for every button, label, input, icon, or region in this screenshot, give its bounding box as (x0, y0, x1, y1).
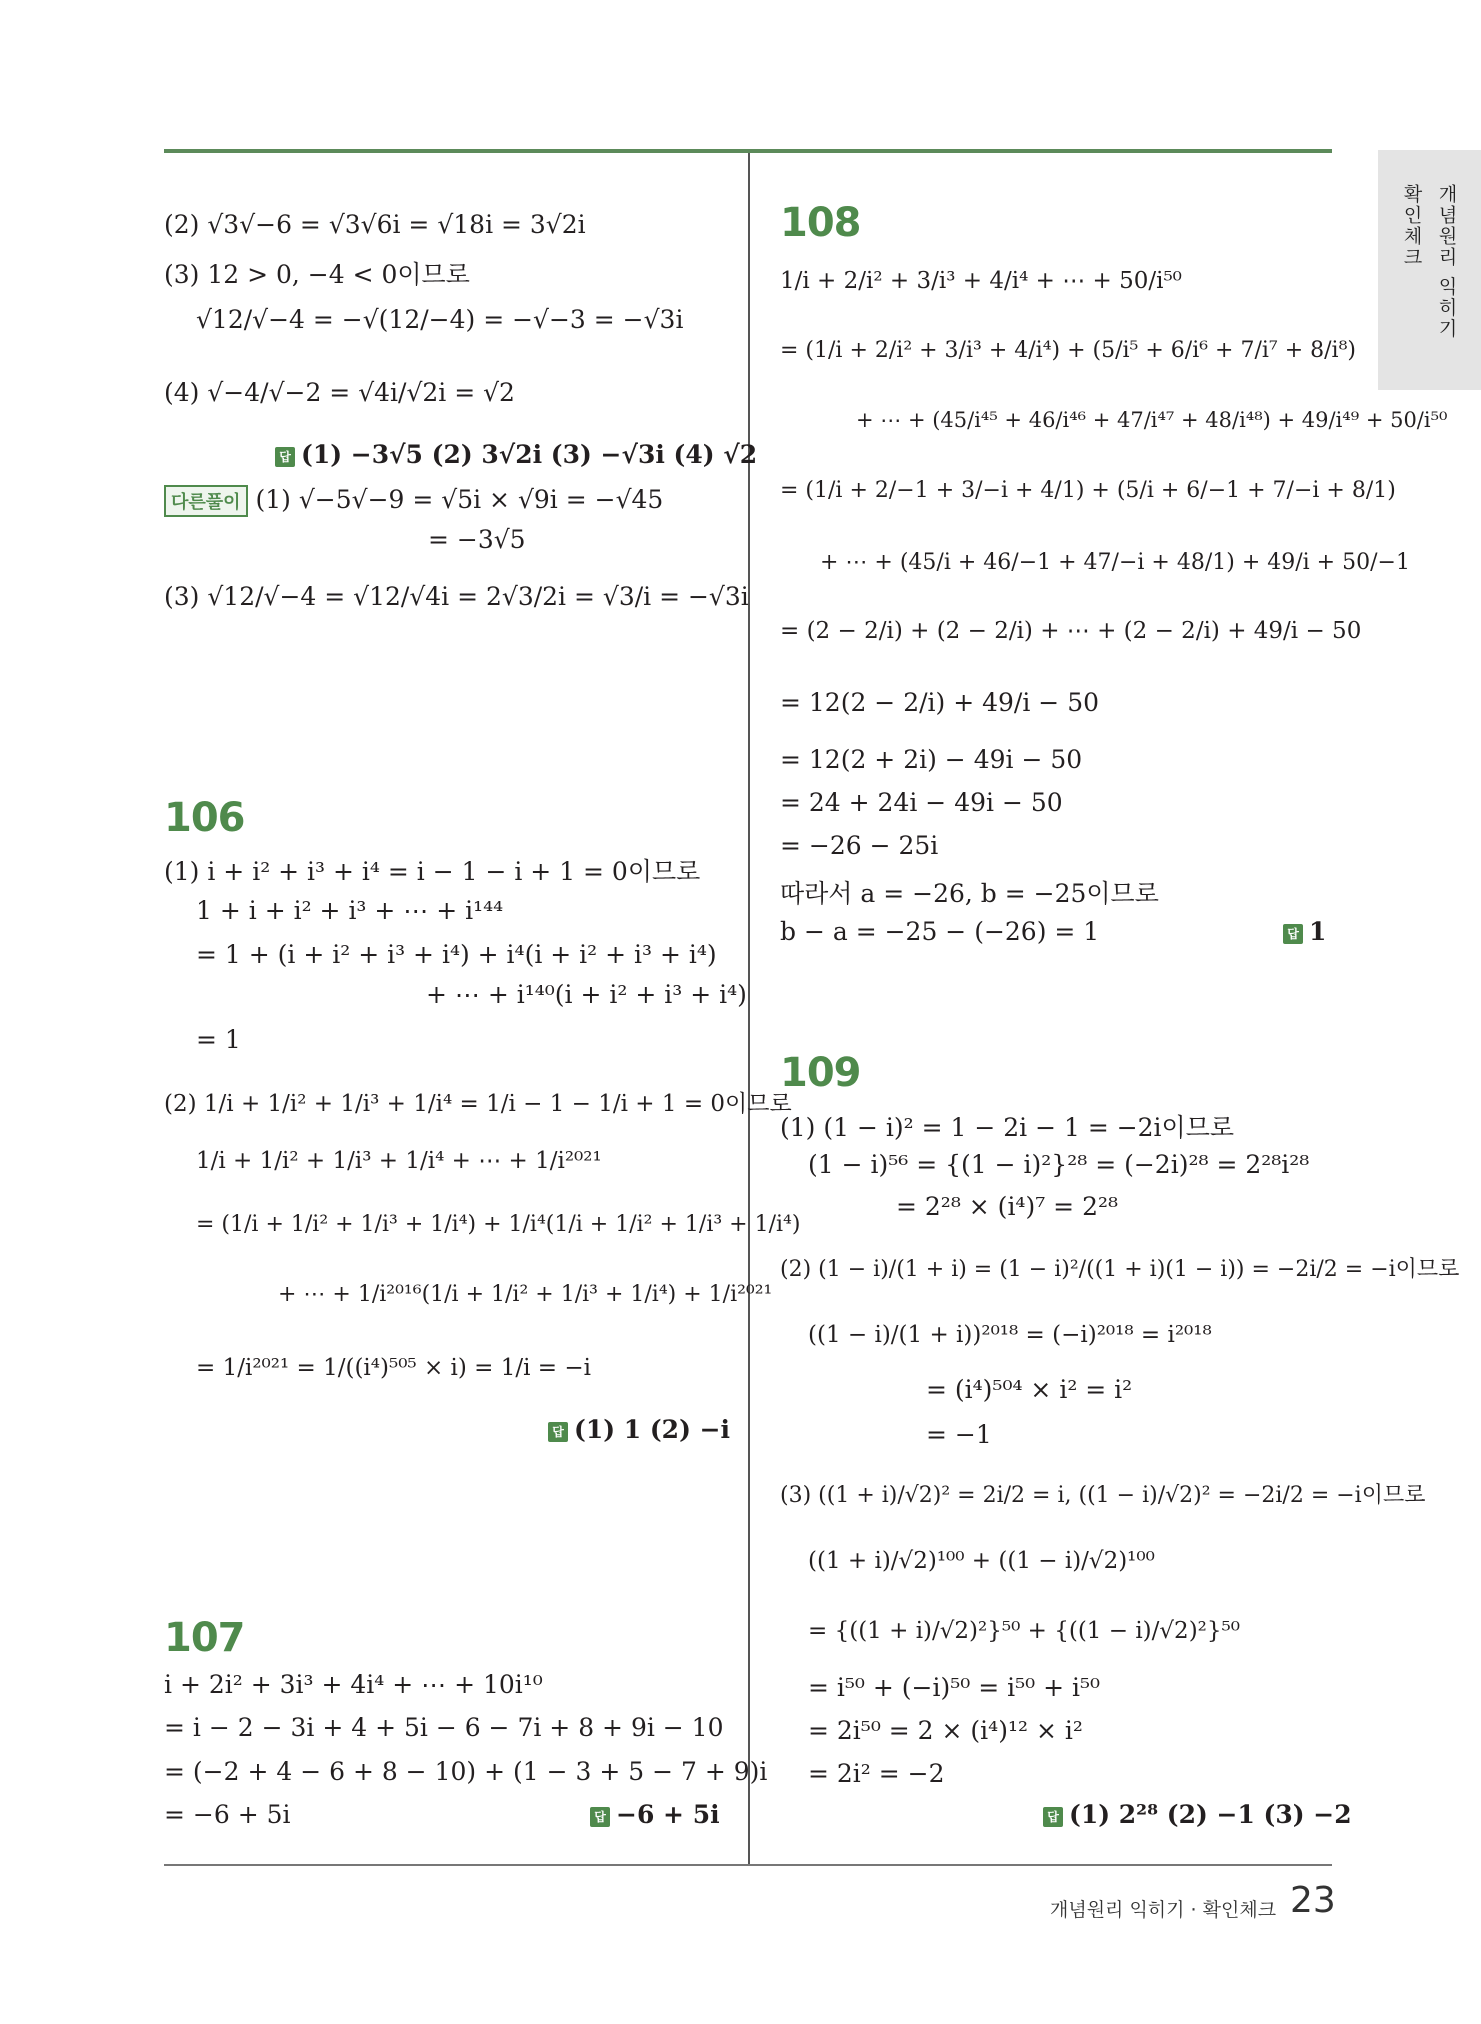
page-number: 23 (1290, 1880, 1336, 1921)
side-tab (1378, 150, 1481, 390)
solution-line: (1) i + i² + i³ + i⁴ = i − 1 − i + 1 = 0이므로 (164, 857, 701, 886)
solution-line: = 1 + (i + i² + i³ + i⁴) + i⁴(i + i² + i³ + i⁴) (196, 940, 717, 969)
solution-line: (2) (1 − i)/(1 + i) = (1 − i)²/((1 + i)(1 − i)) = −2i/2 = −i이므로 (780, 1257, 1460, 1282)
answer-icon: 답 (1043, 1807, 1063, 1827)
solution-line: (3) 12 > 0, −4 < 0이므로 (164, 260, 470, 289)
solution-text: (1) √−5√−9 = √5i × √9i = −√45 (255, 485, 664, 514)
problem-number: 107 (164, 1615, 245, 1661)
solution-line: b − a = −25 − (−26) = 1 (780, 917, 1100, 946)
solution-line: = (1/i + 2/i² + 3/i³ + 4/i⁴) + (5/i⁵ + 6/i⁶ + 7/i⁷ + 8/i⁸) (780, 338, 1356, 363)
answer-text: 1 (1309, 917, 1327, 946)
solution-line: = 24 + 24i − 49i − 50 (780, 788, 1063, 817)
answer-line (1283, 917, 1326, 946)
solution-line: 따라서 a = −26, b = −25이므로 (780, 879, 1159, 908)
problem-number: 109 (780, 1050, 861, 1096)
solution-line: (4) √−4/√−2 = √4i/√2i = √2 (164, 378, 515, 407)
solution-line: ((1 − i)/(1 + i))²⁰¹⁸ = (−i)²⁰¹⁸ = i²⁰¹⁸ (808, 1322, 1212, 1348)
bottom-rule (164, 1864, 1332, 1866)
side-tab-line1: 개념원리 익히기 (1435, 184, 1458, 340)
solution-line: = 1/i²⁰²¹ = 1/((i⁴)⁵⁰⁵ × i) = 1/i = −i (196, 1355, 592, 1381)
solution-line: 1 + i + i² + i³ + ⋯ + i¹⁴⁴ (196, 896, 504, 925)
solution-line: 1/i + 1/i² + 1/i³ + 1/i⁴ + ⋯ + 1/i²⁰²¹ (196, 1148, 602, 1174)
solution-line: (3) √12/√−4 = √12/√4i = 2√3/2i = √3/i = −√3i (164, 582, 749, 611)
solution-line: = 12(2 + 2i) − 49i − 50 (780, 745, 1083, 774)
solution-line: √12/√−4 = −√(12/−4) = −√−3 = −√3i (196, 305, 684, 334)
solution-line: (3) ((1 + i)/√2)² = 2i/2 = i, ((1 − i)/√2)² = −2i/2 = −i이므로 (780, 1483, 1426, 1508)
solution-line: = 1 (196, 1025, 241, 1054)
solution-line: 1/i + 2/i² + 3/i³ + 4/i⁴ + ⋯ + 50/i⁵⁰ (780, 268, 1182, 294)
answer-text: (1) 2²⁸ (2) −1 (3) −2 (1069, 1800, 1352, 1829)
answer-icon: 답 (275, 447, 295, 467)
solution-line: = 2i⁵⁰ = 2 × (i⁴)¹² × i² (808, 1716, 1083, 1745)
solution-line: + ⋯ + i¹⁴⁰(i + i² + i³ + i⁴) (426, 980, 747, 1009)
alt-solution-label: 다른풀이 (164, 485, 248, 517)
problem-number: 106 (164, 795, 245, 841)
solution-line: = 12(2 − 2/i) + 49/i − 50 (780, 688, 1100, 717)
solution-line: + ⋯ + (45/i⁴⁵ + 46/i⁴⁶ + 47/i⁴⁷ + 48/i⁴⁸) + 49/i⁴⁹ + 50/i⁵⁰ (856, 408, 1448, 432)
solution-line: = (2 − 2/i) + (2 − 2/i) + ⋯ + (2 − 2/i) + 49/i − 50 (780, 618, 1362, 644)
footer-section-title: 개념원리 익히기 · 확인체크 (1050, 1899, 1277, 1921)
solution-line: = −26 − 25i (780, 831, 939, 860)
answer-line (548, 1415, 730, 1444)
solution-line: = i − 2 − 3i + 4 + 5i − 6 − 7i + 8 + 9i − 10 (164, 1713, 724, 1742)
answer-icon: 답 (548, 1422, 568, 1442)
solution-line: = 2i² = −2 (808, 1759, 945, 1788)
answer-icon: 답 (590, 1807, 610, 1827)
solution-line: ((1 + i)/√2)¹⁰⁰ + ((1 − i)/√2)¹⁰⁰ (808, 1548, 1155, 1574)
solution-line: i + 2i² + 3i³ + 4i⁴ + ⋯ + 10i¹⁰ (164, 1670, 543, 1699)
solution-line: = 2²⁸ × (i⁴)⁷ = 2²⁸ (896, 1192, 1119, 1221)
answer-line (275, 440, 757, 469)
solution-line: (2) √3√−6 = √3√6i = √18i = 3√2i (164, 210, 586, 239)
answer-text: (1) −3√5 (2) 3√2i (3) −√3i (4) √2 (301, 440, 758, 469)
answer-text: −6 + 5i (616, 1800, 720, 1829)
solution-line: (1 − i)⁵⁶ = {(1 − i)²}²⁸ = (−2i)²⁸ = 2²⁸i²⁸ (808, 1150, 1310, 1179)
side-tab-line2: 확인체크 (1400, 184, 1423, 268)
solution-line: + ⋯ + 1/i²⁰¹⁶(1/i + 1/i² + 1/i³ + 1/i⁴) + 1/i²⁰²¹ (278, 1282, 773, 1307)
column-divider (748, 153, 750, 1864)
solution-line: + ⋯ + (45/i + 46/−1 + 47/−i + 48/1) + 49/i + 50/−1 (820, 550, 1410, 575)
solution-line: = i⁵⁰ + (−i)⁵⁰ = i⁵⁰ + i⁵⁰ (808, 1673, 1101, 1702)
solution-line: = (1/i + 2/−1 + 3/−i + 4/1) + (5/i + 6/−1 + 7/−i + 8/1) (780, 478, 1396, 503)
problem-number: 108 (780, 200, 861, 246)
answer-line (1043, 1800, 1352, 1829)
solution-line: = (1/i + 1/i² + 1/i³ + 1/i⁴) + 1/i⁴(1/i + 1/i² + 1/i³ + 1/i⁴) (196, 1212, 801, 1237)
solution-line: = (−2 + 4 − 6 + 8 − 10) + (1 − 3 + 5 − 7 + 9)i (164, 1757, 768, 1786)
answer-text: (1) 1 (2) −i (574, 1415, 731, 1444)
solution-line: (1) (1 − i)² = 1 − 2i − 1 = −2i이므로 (780, 1113, 1235, 1142)
solution-line: = {((1 + i)/√2)²}⁵⁰ + {((1 − i)/√2)²}⁵⁰ (808, 1618, 1240, 1644)
solution-line: = (i⁴)⁵⁰⁴ × i² = i² (926, 1375, 1133, 1404)
solution-line: = −1 (926, 1420, 992, 1449)
solution-line: = −6 + 5i (164, 1800, 291, 1829)
answer-line (590, 1800, 720, 1829)
solution-line: = −3√5 (428, 525, 526, 554)
solution-line: (2) 1/i + 1/i² + 1/i³ + 1/i⁴ = 1/i − 1 − 1/i + 1 = 0이므로 (164, 1091, 792, 1117)
alt-solution-line (164, 485, 663, 517)
answer-icon: 답 (1283, 924, 1303, 944)
